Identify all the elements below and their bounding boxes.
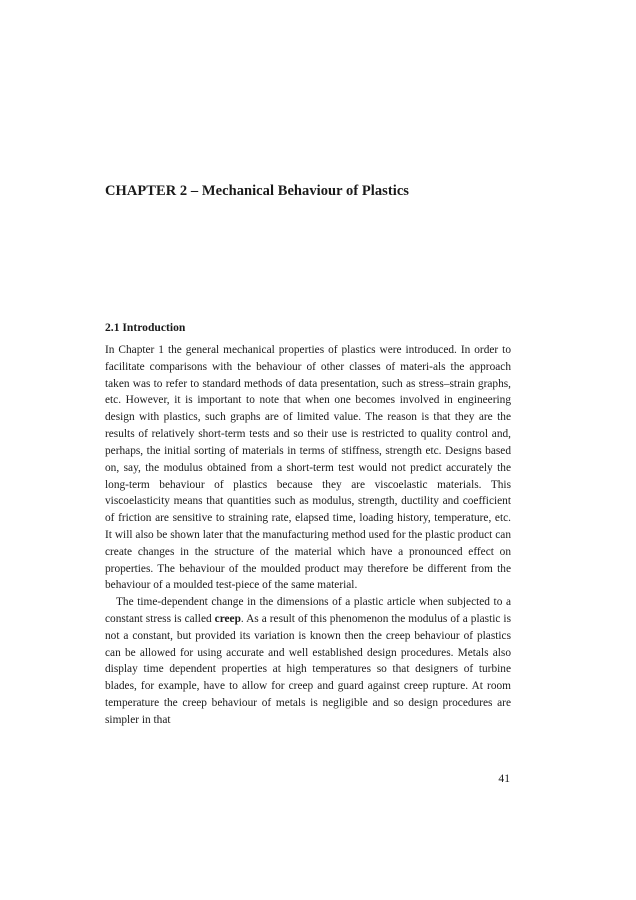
paragraph-1: In Chapter 1 the general mechanical properties of plastics were introduced. In order to facilitate comparisons with the behaviour of other classes of materi-als the approach taken was to refer to standard methods of data presentation, such as stress–strain graphs, etc. However, it is important to note that when one becomes involved in engineering design with plastics, such graphs are of limited value. The reason is that they are the results of relatively short-term tests and so their use is restricted to quality control and, perhaps, the initial sorting of materials in terms of stiffness, strength etc. Designs based on, say, the modulus obtained from a short-term test would not predict accurately the long-term behaviour of plastics because they are viscoelastic materials. This viscoelasticity means that quantities such as modulus, strength, ductility and coefficient of friction are sensitive to straining rate, elapsed time, loading history, temperature, etc. It will also be shown later that the manufacturing method used for the plastic product can create changes in the structure of the material which have a pronounced effect on properties. The behaviour of the moulded product may therefore be different from the behaviour of a moulded test-piece of the same material.: [105, 344, 511, 592]
body-text: [105, 342, 511, 729]
page-number: 41: [498, 772, 510, 785]
term-creep: creep: [214, 613, 241, 625]
paragraph-2-lead: The time-dependent change in the dimensions of a plastic article when subjected to a constant stress is called: [105, 596, 511, 625]
section-heading: 2.1 Introduction: [105, 321, 186, 334]
paragraph-2-rest: . As a result of this phenomenon the modulus of a plastic is not a constant, but provided its variation is known then the creep behaviour of plastics can be allowed for using accurate and well established design procedures. Metals also display time dependent properties at high temperatures so that designers of turbine blades, for example, have to allow for creep and guard against creep rupture. At room temperature the creep behaviour of metals is negligible and so design procedures are simpler in that: [105, 613, 511, 726]
chapter-title: CHAPTER 2 – Mechanical Behaviour of Plastics: [105, 183, 410, 199]
paragraph-2: [105, 594, 511, 729]
